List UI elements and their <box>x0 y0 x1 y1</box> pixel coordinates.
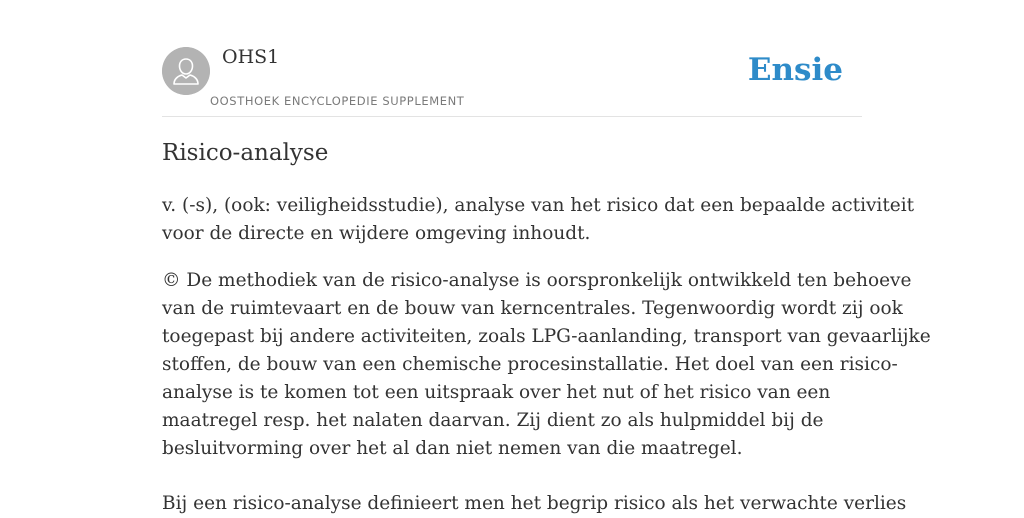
ensie-logo[interactable]: Ensie <box>747 52 843 88</box>
article-paragraph-2 <box>162 267 931 463</box>
paragraph-line: toegepast bij andere activiteiten, zoals LPG-aanlanding, transport van gevaarlijke <box>162 326 931 347</box>
user-name-link[interactable]: OHS1 <box>222 46 280 68</box>
paragraph-line: analyse is te komen tot een uitspraak over het nut of het risico van een <box>162 382 831 403</box>
user-avatar-icon[interactable] <box>162 47 210 95</box>
paragraph-line: maatregel resp. het nalaten daarvan. Zij dient zo als hulpmiddel bij de <box>162 410 824 431</box>
paragraph-line: © De methodiek van de risico-analyse is oorspronkelijk ontwikkeld ten behoeve <box>162 270 912 291</box>
article-paragraph-3 <box>162 490 907 518</box>
paragraph-line: voor de directe en wijdere omgeving inhoudt. <box>162 223 591 244</box>
article-paragraph-1 <box>162 192 915 248</box>
paragraph-line: Bij een risico-analyse definieert men het begrip risico als het verwachte verlies <box>162 493 907 514</box>
page-container <box>162 0 931 514</box>
header <box>162 0 862 117</box>
paragraph-line: stoffen, de bouw van een chemische procesinstallatie. Het doel van een risico- <box>162 354 898 375</box>
paragraph-line: van de ruimtevaart en de bouw van kerncentrales. Tegenwoordig wordt zij ook <box>162 298 903 319</box>
paragraph-line: v. (-s), (ook: veiligheidsstudie), analyse van het risico dat een bepaalde activiteit <box>162 195 915 216</box>
paragraph-line: besluitvorming over het al dan niet nemen van die maatregel. <box>162 438 743 459</box>
article-title: Risico-analyse <box>162 140 329 166</box>
source-label[interactable]: OOSTHOEK ENCYCLOPEDIE SUPPLEMENT <box>210 94 465 108</box>
